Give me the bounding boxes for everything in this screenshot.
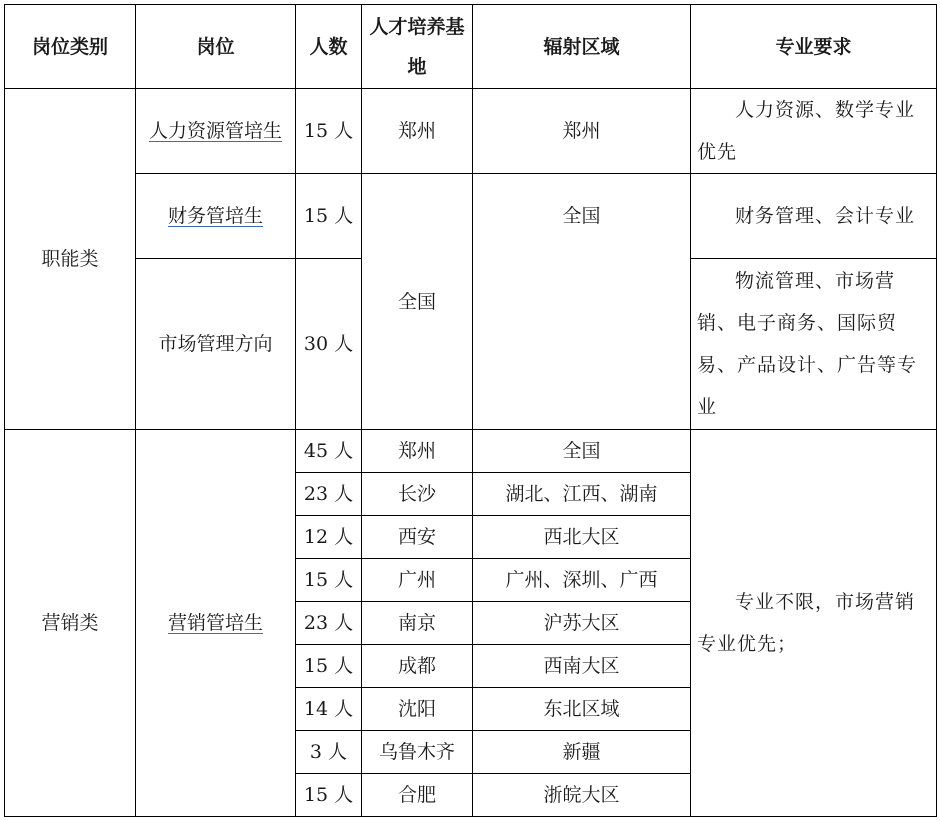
region-cell: 湖北、江西、湖南 <box>473 473 691 516</box>
count-cell: 3 人 <box>296 731 362 774</box>
major-cell: 物流管理、市场营销、电子商务、国际贸易、产品设计、广告等专业 <box>691 259 937 430</box>
region-cell: 浙皖大区 <box>473 774 691 817</box>
category-label: 营销类 <box>41 612 99 634</box>
header-region: 辐射区域 <box>473 5 691 89</box>
header-category: 岗位类别 <box>5 5 136 89</box>
region-cell: 郑州 <box>473 89 691 174</box>
base-cell: 长沙 <box>362 473 473 516</box>
table-row <box>5 430 937 473</box>
count-cell: 45 人 <box>296 430 362 473</box>
position-cell: 市场管理方向 <box>136 259 296 430</box>
header-major: 专业要求 <box>691 5 937 89</box>
count-cell: 30 人 <box>296 259 362 430</box>
region-cell: 广州、深圳、广西 <box>473 559 691 602</box>
header-base: 人才培养基地 <box>362 5 473 89</box>
count-cell: 15 人 <box>296 645 362 688</box>
base-cell: 合肥 <box>362 774 473 817</box>
count-cell: 14 人 <box>296 688 362 731</box>
position-link-finance[interactable]: 财务管培生 <box>167 205 263 227</box>
region-cell: 新疆 <box>473 731 691 774</box>
count-cell: 23 人 <box>296 473 362 516</box>
table-row <box>5 89 937 174</box>
header-row <box>5 5 937 89</box>
base-cell: 郑州 <box>362 89 473 174</box>
region-cell: 西北大区 <box>473 516 691 559</box>
major-cell: 人力资源、数学专业优先 <box>691 89 937 174</box>
category-functional <box>5 89 136 430</box>
count-cell: 15 人 <box>296 89 362 174</box>
major-cell: 专业不限，市场营销专业优先； <box>691 430 937 817</box>
position-cell <box>136 430 296 817</box>
region-label: 全国 <box>562 205 601 227</box>
base-cell: 南京 <box>362 602 473 645</box>
count-cell: 15 人 <box>296 559 362 602</box>
count-cell: 23 人 <box>296 602 362 645</box>
base-cell: 乌鲁木齐 <box>362 731 473 774</box>
count-cell: 12 人 <box>296 516 362 559</box>
major-cell: 财务管理、会计专业 <box>691 174 937 259</box>
header-count: 人数 <box>296 5 362 89</box>
position-link-hr[interactable]: 人力资源管培生 <box>148 120 282 142</box>
count-cell: 15 人 <box>296 774 362 817</box>
position-cell <box>136 174 296 259</box>
category-sales <box>5 430 136 817</box>
position-link-sales[interactable]: 营销管培生 <box>167 612 263 634</box>
base-cell: 成都 <box>362 645 473 688</box>
base-cell: 沈阳 <box>362 688 473 731</box>
position-cell <box>136 89 296 174</box>
region-cell: 东北区域 <box>473 688 691 731</box>
base-cell-shared: 全国 <box>362 174 473 430</box>
positions-table <box>4 4 937 817</box>
header-position: 岗位 <box>136 5 296 89</box>
region-cell: 西南大区 <box>473 645 691 688</box>
region-cell-shared <box>473 174 691 430</box>
base-cell: 广州 <box>362 559 473 602</box>
base-cell: 郑州 <box>362 430 473 473</box>
region-cell: 全国 <box>473 430 691 473</box>
base-cell: 西安 <box>362 516 473 559</box>
category-label: 职能类 <box>41 248 99 270</box>
region-cell: 沪苏大区 <box>473 602 691 645</box>
table-row <box>5 174 937 259</box>
count-cell: 15 人 <box>296 174 362 259</box>
